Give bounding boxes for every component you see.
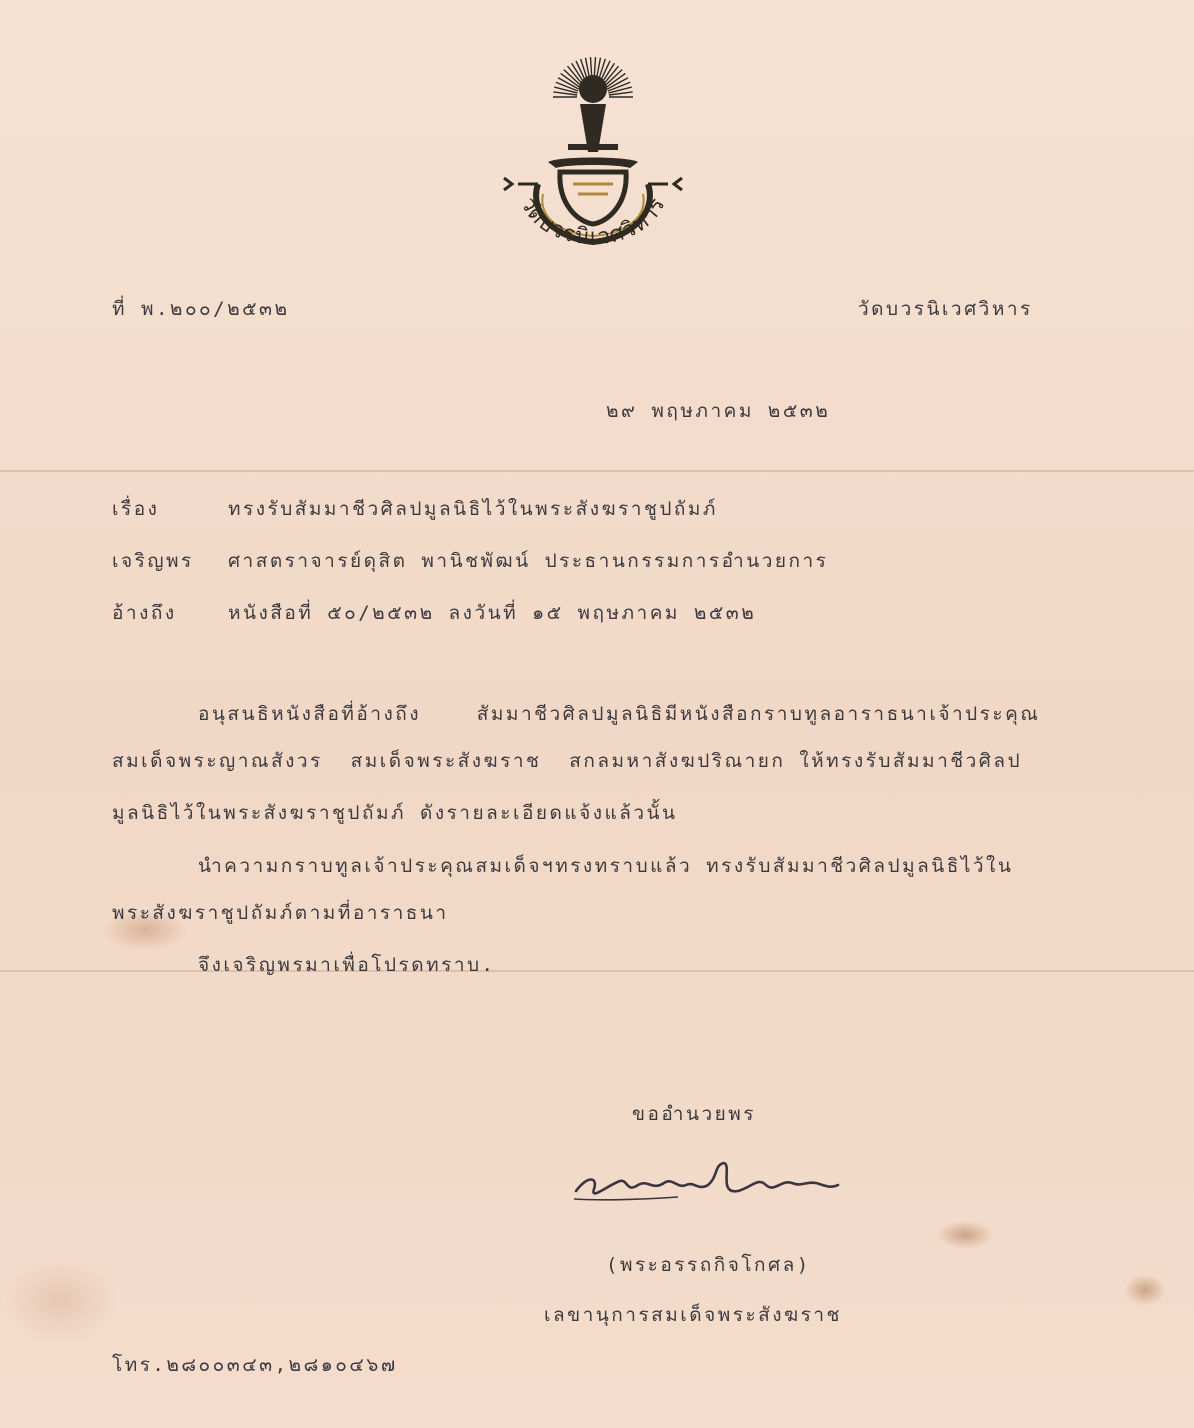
emblem-text: วัดบวรนิเวศวิหาร <box>516 192 670 250</box>
phone-number: โทร.๒๘๐๐๓๔๓,๒๘๑๐๔๖๗ <box>112 1354 398 1376</box>
subject-value: ทรงรับสัมมาชีวศิลปมูลนิธิไว้ในพระสังฆราชูปถัมภ์ <box>228 498 718 520</box>
addressee-label: เจริญพร <box>112 550 194 572</box>
body-paragraph-1-line-1: อนุสนธิหนังสือที่อ้างถึง สัมมาชีวศิลปมูลนิธิมีหนังสือกราบทูลอาราธนาเจ้าประคุณ <box>198 703 1041 725</box>
signer-position: เลขานุการสมเด็จพระสังฆราช <box>544 1304 842 1326</box>
temple-emblem <box>498 44 688 264</box>
handwritten-signature <box>568 1155 868 1215</box>
signer-name: (พระอรรถกิจโกศล) <box>606 1254 811 1276</box>
body-paragraph-3: จึงเจริญพรมาเพื่อโปรดทราบ. <box>198 954 496 976</box>
organization-name: วัดบวรนิเวศวิหาร <box>858 298 1033 320</box>
svg-text:วัดบวรนิเวศวิหาร <box>516 193 670 249</box>
reference-label: อ้างถึง <box>112 602 177 624</box>
reference-number: ที่ พ.๒๐๐/๒๕๓๒ <box>112 298 290 320</box>
reference-value: หนังสือที่ ๕๐/๒๕๓๒ ลงวันที่ ๑๕ พฤษภาคม ๒๕๓๒ <box>228 602 757 624</box>
body-paragraph-1-line-3: มูลนิธิไว้ในพระสังฆราชูปถัมภ์ ดังรายละเอียดแจ้งแล้วนั้น <box>112 802 678 824</box>
subject-label: เรื่อง <box>112 498 160 520</box>
addressee-value: ศาสตราจารย์ดุสิต พานิชพัฒน์ ประธานกรรมการอำนวยการ <box>228 550 829 572</box>
body-paragraph-1-line-2: สมเด็จพระญาณสังวร สมเด็จพระสังฆราช สกลมหาสังฆปริณายก ให้ทรงรับสัมมาชีวศิลป <box>112 750 1023 772</box>
body-paragraph-2-line-1: นำความกราบทูลเจ้าประคุณสมเด็จฯทรงทราบแล้ว ทรงรับสัมมาชีวศิลปมูลนิธิไว้ใน <box>198 855 1014 877</box>
paper-fold <box>0 970 1194 972</box>
paper-fold <box>0 470 1194 472</box>
closing-salutation: ขออำนวยพร <box>632 1103 756 1125</box>
body-paragraph-2-line-2: พระสังฆราชูปถัมภ์ตามที่อาราธนา <box>112 902 449 924</box>
letter-date: ๒๙ พฤษภาคม ๒๕๓๒ <box>606 400 831 422</box>
